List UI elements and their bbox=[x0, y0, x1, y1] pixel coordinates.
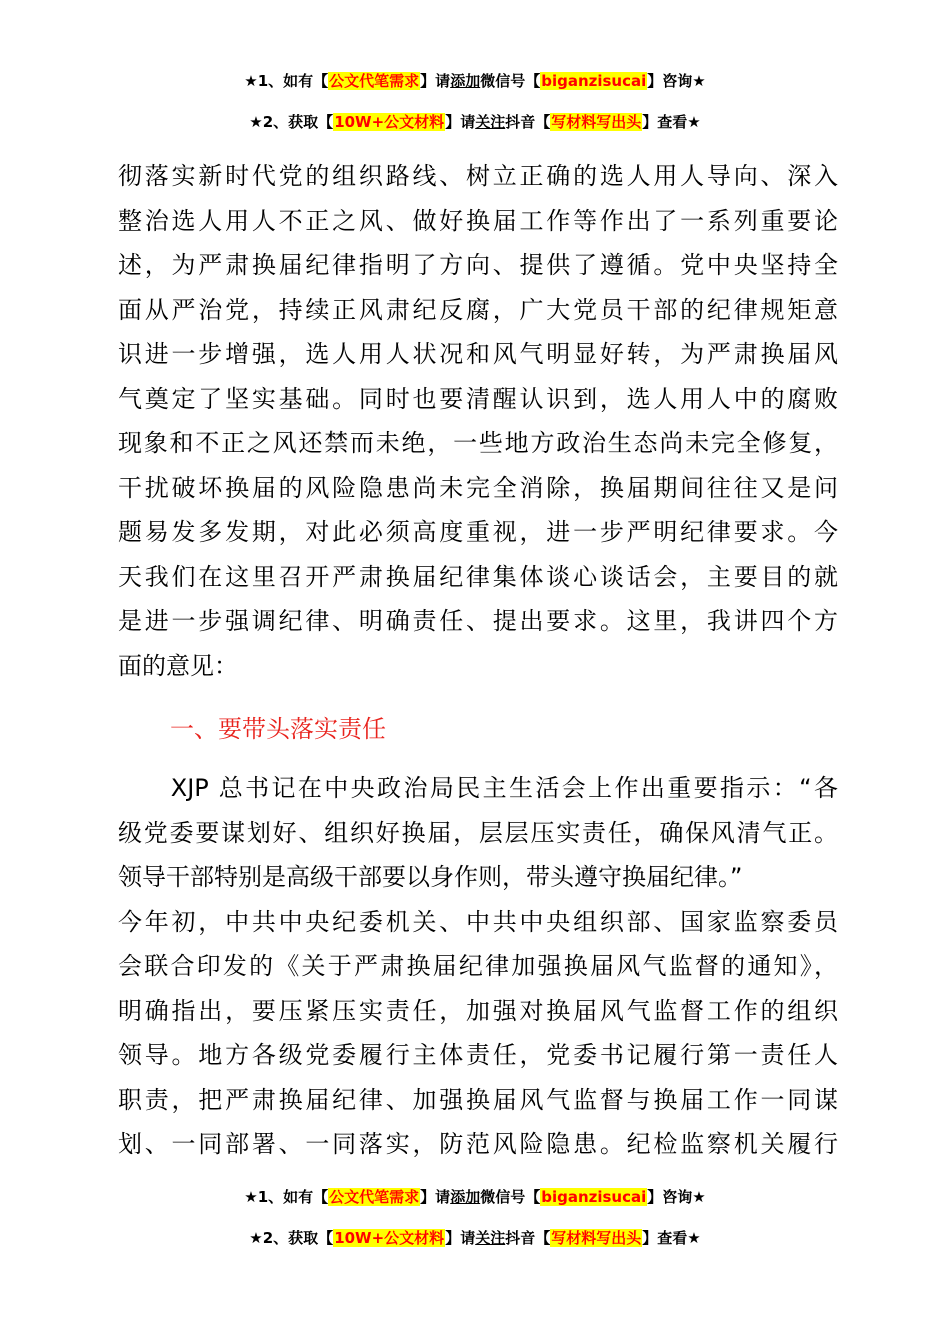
text-line: 今年初，中共中央纪委机关、中共中央组织部、国家监察委员 bbox=[118, 907, 838, 936]
promo-text: 抖音【 bbox=[505, 113, 551, 131]
text-line: 彻落实新时代党的组织路线、树立正确的选人用人导向、深入 bbox=[118, 162, 838, 190]
promo-suffix: 】查看★ bbox=[642, 113, 701, 131]
text-line: 题易发多发期，对此必须高度重视，进一步严明纪律要求。今 bbox=[118, 518, 838, 546]
promo-prefix: ★2、获取【 bbox=[249, 113, 334, 131]
promo-text: 】请 bbox=[420, 72, 451, 90]
promo-text: 】请 bbox=[420, 1188, 451, 1206]
promo-emphasis: 关注 bbox=[475, 113, 506, 131]
text-line: 领导干部特别是高级干部要以身作则，带头遵守换届纪律。” bbox=[118, 863, 743, 891]
text-line: 气奠定了坚实基础。同时也要清醒认识到，选人用人中的腐败 bbox=[118, 384, 838, 413]
text-line: 面的意见： bbox=[118, 651, 238, 680]
text-line: 现象和不正之风还禁而未绝，一些地方政治生态尚未完全修复， bbox=[118, 429, 838, 457]
promo-wechat-id: biganzisucai bbox=[541, 72, 647, 90]
promo-emphasis: 关注 bbox=[475, 1229, 506, 1247]
body-paragraph-1 bbox=[118, 154, 838, 688]
promo-text: 】请 bbox=[445, 113, 476, 131]
promo-suffix: 】咨询★ bbox=[647, 72, 706, 90]
promo-line-1-bottom bbox=[0, 1186, 950, 1208]
promo-line-2-top bbox=[0, 111, 950, 133]
text-line: 职责，把严肃换届纪律、加强换届风气监督与换届工作一同谋 bbox=[118, 1085, 838, 1114]
promo-text: 】请 bbox=[445, 1229, 476, 1247]
promo-prefix: ★1、如有【 bbox=[244, 72, 329, 90]
text-line: 级党委要谋划好、组织好换届，层层压实责任，确保风清气正。 bbox=[118, 818, 838, 847]
promo-line-2-bottom bbox=[0, 1227, 950, 1249]
body-paragraph-2 bbox=[118, 766, 838, 1167]
section-heading: 一、要带头落实责任 bbox=[170, 715, 386, 743]
text-line: 划、一同部署、一同落实，防范风险隐患。纪检监察机关履行 bbox=[118, 1130, 838, 1158]
text-line: 明确指出，要压紧压实责任，加强对换届风气监督工作的组织 bbox=[118, 996, 838, 1025]
text-line: 是进一步强调纪律、明确责任、提出要求。这里，我讲四个方 bbox=[118, 607, 838, 635]
text-line: 会联合印发的《关于严肃换届纪律加强换届风气监督的通知》， bbox=[118, 952, 838, 980]
text-line: 识进一步增强，选人用人状况和风气明显好转，为严肃换届风 bbox=[118, 340, 838, 368]
text-line: 领导。地方各级党委履行主体责任，党委书记履行第一责任人 bbox=[118, 1041, 838, 1069]
promo-prefix: ★1、如有【 bbox=[244, 1188, 329, 1206]
promo-emphasis: 添加 bbox=[450, 1188, 481, 1206]
text-line: 干扰破坏换届的风险隐患尚未完全消除，换届期间往往又是问 bbox=[118, 473, 838, 502]
text-line: 整治选人用人不正之风、做好换届工作等作出了一系列重要论 bbox=[118, 206, 838, 235]
text-line: XJP 总书记在中央政治局民主生活会上作出重要指示：“各 bbox=[118, 774, 838, 802]
text-line: 面从严治党，持续正风肃纪反腐，广大党员干部的纪律规矩意 bbox=[118, 295, 838, 324]
promo-highlight: 公文代笔需求 bbox=[329, 72, 420, 90]
promo-line-1-top bbox=[0, 70, 950, 92]
promo-douyin-id: 写材料写出头 bbox=[551, 113, 642, 131]
promo-highlight: 10W+公文材料 bbox=[334, 113, 445, 131]
promo-highlight: 公文代笔需求 bbox=[329, 1188, 420, 1206]
promo-suffix: 】咨询★ bbox=[647, 1188, 706, 1206]
promo-douyin-id: 写材料写出头 bbox=[551, 1229, 642, 1247]
promo-text: 微信号【 bbox=[480, 72, 541, 90]
promo-suffix: 】查看★ bbox=[642, 1229, 701, 1247]
text-line: 天我们在这里召开严肃换届纪律集体谈心谈话会，主要目的就 bbox=[118, 562, 838, 591]
promo-wechat-id: biganzisucai bbox=[541, 1188, 647, 1206]
promo-prefix: ★2、获取【 bbox=[249, 1229, 334, 1247]
promo-text: 抖音【 bbox=[505, 1229, 551, 1247]
promo-text: 微信号【 bbox=[480, 1188, 541, 1206]
promo-emphasis: 添加 bbox=[450, 72, 481, 90]
text-line: 述，为严肃换届纪律指明了方向、提供了遵循。党中央坚持全 bbox=[118, 251, 838, 279]
promo-highlight: 10W+公文材料 bbox=[334, 1229, 445, 1247]
